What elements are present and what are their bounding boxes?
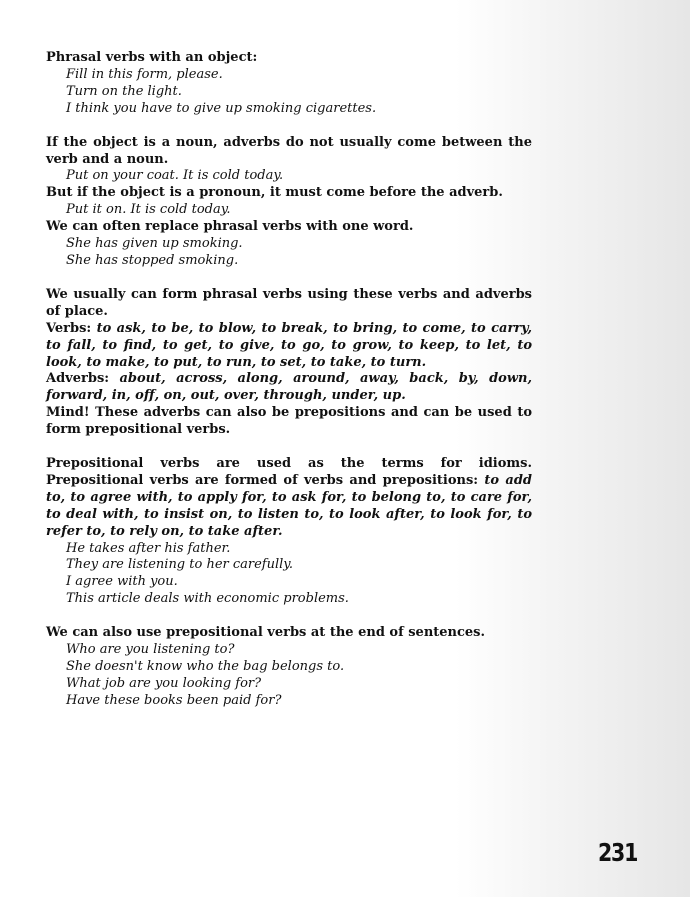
page-content bbox=[46, 50, 532, 710]
example-line: She doesn't know who the bag belongs to. bbox=[66, 659, 345, 674]
adverbs-list bbox=[46, 371, 532, 405]
section4-intro: Prepositional verbs are used as the terms for idioms. Prepositional verbs are formed of verbs and prepositions: bbox=[46, 456, 532, 488]
example-line: Who are you listening to? bbox=[66, 642, 235, 658]
prepositional-verbs-list: to add to, to agree with, to apply for, to ask for, to belong to, to care for, to deal with, to insist on, to listen to, to look after, to look for, to refer to, to rely on, to take after. bbox=[46, 472, 532, 539]
example-line: Put it on. It is cold today. bbox=[66, 202, 231, 218]
example-line: Have these books been paid for? bbox=[66, 692, 282, 708]
section5-heading: We can also use prepositional verbs at the end of sentences. bbox=[46, 625, 486, 641]
section3-intro: We usually can form phrasal verbs using these verbs and adverbs of place. bbox=[46, 286, 532, 319]
rule-replace-verbs: We can often replace phrasal verbs with one word. bbox=[46, 219, 414, 235]
section4-paragraph bbox=[46, 456, 532, 541]
verbs-list bbox=[46, 321, 532, 372]
section1-heading: Phrasal verbs with an object: bbox=[46, 50, 258, 65]
mind-note: Mind! These adverbs can also be prepositions and can be used to form prepositional verbs. bbox=[46, 405, 532, 438]
example-line: What job are you looking for? bbox=[66, 675, 262, 691]
example-line: This article deals with economic problems. bbox=[66, 591, 349, 607]
page-number: 231 bbox=[598, 838, 638, 867]
rule-noun-object: If the object is a noun, adverbs do not usually come between the verb and a noun. bbox=[46, 134, 532, 167]
example-line: I think you have to give up smoking cigarettes. bbox=[66, 100, 377, 116]
adverbs-label: Adverbs: bbox=[46, 371, 110, 387]
example-line: Put on your coat. It is cold today. bbox=[66, 168, 284, 184]
example-line: I agree with you. bbox=[66, 574, 178, 590]
example-line: They are listening to her carefully. bbox=[66, 557, 294, 573]
example-line: She has given up smoking. bbox=[66, 236, 243, 252]
example-line: He takes after his father. bbox=[66, 540, 231, 556]
example-line: She has stopped smoking. bbox=[66, 252, 239, 268]
verbs-items: to ask, to be, to blow, to break, to bring, to come, to carry, to fall, to find, to get, to give, to go, to grow, to keep, to let, to look, to make, to put, to run, to set, to take, to turn. bbox=[46, 320, 532, 370]
verbs-label: Verbs: bbox=[46, 320, 92, 336]
example-line: Turn on the light. bbox=[66, 83, 182, 99]
adverbs-items: about, across, along, around, away, back, by, down, forward, in, off, on, out, over, through, under, up. bbox=[46, 371, 532, 404]
example-line: Fill in this form, please. bbox=[66, 66, 223, 82]
rule-pronoun-object: But if the object is a pronoun, it must come before the adverb. bbox=[46, 185, 503, 201]
